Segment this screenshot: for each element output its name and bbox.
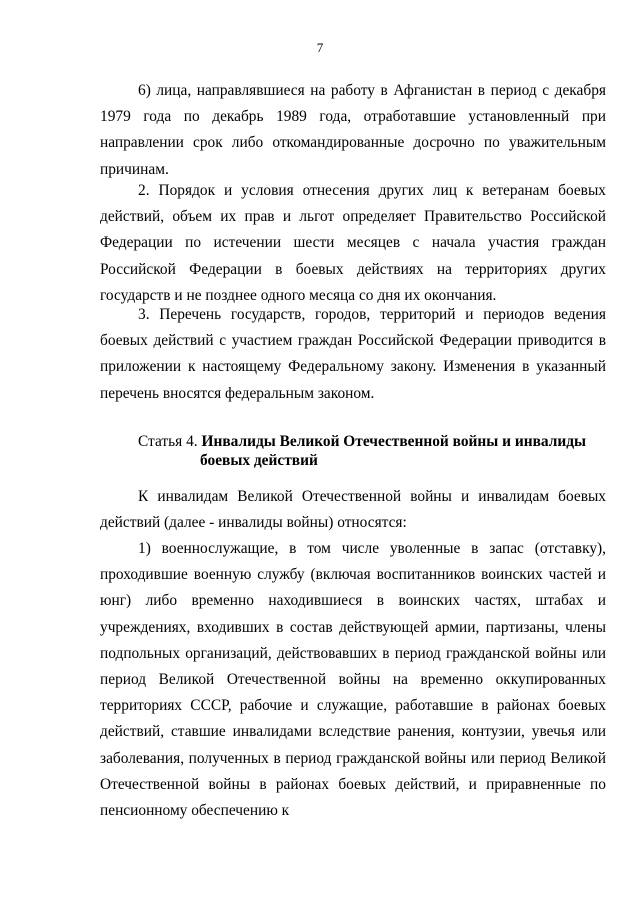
paragraph-clause-2: [100, 178, 606, 309]
paragraph-item-1: [100, 536, 606, 824]
paragraph-text: 6) лица, направлявшиеся на работу в Афганистан в период с декабря 1979 года по декабрь 1989 года, отработавшие установленный при направлении срок либо откомандированные досрочно по уважительным причинам.: [100, 82, 606, 178]
paragraph-clause-3: [100, 302, 606, 407]
article-title-line1: Инвалиды Великой Отечественной войны и инвалиды: [201, 433, 587, 450]
article-number: Статья 4.: [138, 433, 198, 450]
paragraph-article-intro: [100, 484, 606, 536]
article-heading: [138, 432, 588, 470]
paragraph-text: К инвалидам Великой Отечественной войны и инвалидам боевых действий (далее - инвалиды войны) относятся:: [100, 488, 606, 532]
article-title-line2: боевых действий: [200, 452, 318, 469]
page-number: 7: [316, 40, 324, 55]
paragraph-text: 2. Порядок и условия отнесения других лиц к ветеранам боевых действий, объем их прав и льгот определяет Правительство Российской Федерации по истечении шести месяцев с начала участия граждан Российской Федерации в боевых действиях на территориях других государств и не позднее одного месяца со дня их окончания.: [100, 182, 606, 304]
paragraph-text: 3. Перечень государств, городов, территорий и периодов ведения боевых действий с участием граждан Российской Федерации приводится в приложении к настоящему Федеральному закону. Изменения в указанный перечень вносятся федеральным законом.: [100, 306, 606, 402]
paragraph-item-6: [100, 78, 606, 183]
paragraph-text: 1) военнослужащие, в том числе уволенные в запас (отставку), проходившие военную службу (включая воспитанников воинских частей и юнг) либо временно находившиеся в воинских частях, штабах и учреждениях, входивших в состав действующей армии, партизаны, члены подпольных организаций, действовавших в период гражданской войны или период Великой Отечественной войны на временно оккупированных территориях СССР, рабочие и служащие, работавшие в районах боевых действий, ставшие инвалидами вследствие ранения, контузии, увечья или заболевания, полученных в период гражданской войны или период Великой Отечественной войны в районах боевых действий, и приравненные по пенсионному обеспечению к: [100, 540, 606, 820]
